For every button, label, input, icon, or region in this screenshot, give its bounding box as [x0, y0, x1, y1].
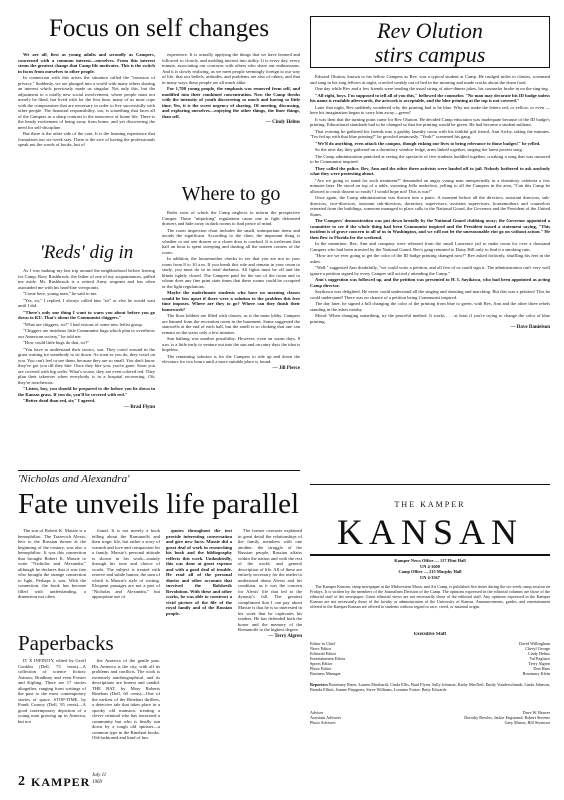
- address-line: UN 4-3600: [420, 563, 440, 569]
- focus-headline-wrap: [18, 12, 300, 46]
- staff-person: Terry Algren: [528, 661, 550, 666]
- staff-role: News Editor: [310, 646, 332, 651]
- focus-para: We are all, first as young adults and secondly as Campers, concerned with a common interest—ourselves. From this interest stems the greatest change that Camp life motivates. This is the switch in focus from ourselves to other people.: [18, 52, 155, 74]
- masthead-title-wrap: [310, 512, 550, 552]
- fate-kicker: 'Nicholas and Alexandra': [18, 473, 130, 485]
- where-headline: Where to go: [181, 183, 281, 205]
- where-body: [162, 210, 300, 464]
- staff-role: Photo Editor: [310, 666, 332, 671]
- footer-date: [92, 772, 122, 792]
- masthead-address: [310, 558, 550, 582]
- staff-role: Photo Advisers: [310, 720, 336, 725]
- staff-list: [310, 641, 550, 679]
- staff-header: Executive Staff: [413, 632, 447, 637]
- fate-col3: [166, 528, 232, 800]
- reds-para: "What are chiggers, sir?" I had visions of some new leftist group.: [23, 321, 143, 327]
- fate-col1: [18, 528, 86, 626]
- staff-role: Business Manager: [310, 671, 341, 676]
- rev-para: "All right, boys. I'm supposed to tell all of you this," bellowed the counselor. "No man may decorate his ID badge unless his name is readable afterwards, the artwork is acceptable, and the blue printing at the top is not covered.": [310, 92, 550, 103]
- masthead-the-wrap: [310, 500, 550, 512]
- staff-role: Editor in Chief: [310, 641, 336, 646]
- where-para: The remaining solution is for the Campers to ride up and down the elevators for two hours until a more suitable place is found.: [162, 353, 300, 364]
- masthead-top-rule: [310, 484, 550, 485]
- rev-para: So the next day they gathered on a dormitory window ledge, arms linked together, singing the latest protest song.: [315, 147, 523, 152]
- where-byline: — Jill Pierce: [272, 365, 300, 371]
- reds-para: "Listen, boy, you should be prepared to die before you lie down in the Kansas grass. If you do, you'll be covered with red.": [18, 386, 155, 397]
- rev-para: The Camp administration panicked at seeing the spectacle of five students huddled together, croaking a song that was rumored to be Communist inspired.: [310, 153, 550, 164]
- reds-para: "Chiggers are insidious little Communist bugs which plan to overthrow our American society," he told me.: [18, 328, 155, 339]
- where-para: Rules exist of which the Camp neglects to inform the prospective Camper. These "nitpicking" regulations cause one to fight deformed drawers and hide away in dark rooms to find peace of mind.: [162, 210, 300, 226]
- rev-para: "Are we going to stand for such treatment?" demanded an angry young man unexpectedly in a dormitory cafeteria a few minutes later. He stood on top of a table, swearing Jello underfoot, yelling to all the Campers in the area, "Can this Camp be allowed to crush dissent so easily? I would hope not! This is war!": [310, 177, 550, 194]
- reporters-label: Reporters: [310, 682, 328, 687]
- fate-headline-wrap: [18, 486, 300, 522]
- rev-headline-line1: Rev Olution: [377, 18, 483, 43]
- masthead-rule: [310, 554, 550, 556]
- fate-col4: [238, 528, 302, 800]
- reporters-block: [310, 682, 550, 706]
- paperbacks-headline-wrap: [18, 630, 160, 656]
- masthead-statement-text: The Kamper Kansan, camp newspaper at the Midwestern Music and Art Camp, is published five times during the six-week camp session on Fridays. It is written by the members of the Journalism Division of the Camp. The opinions expressed in the editorial columns are those of the editorial staff of the newspaper. Guest editorial views are not necessarily those of the editorial staff. Any opinions expressed in the Kamper Kansan are not necessarily those of the faculty or administration of the University of Kansas. Announcements, guides, and entertainment offered in the Kamper Kansan are offered to students without regard to race, creed, or national origin.: [310, 584, 550, 609]
- staff-person: Don Haas: [533, 666, 550, 671]
- fate-para: The former overseas explained in great detail the relationships of the family members with one another, the struggle of the Russian people, Russian affairs within the nation and with the rest of the world, and general description of life. All of these are entirely necessary for the reader to understand about Alexis and his condition, as it was the concern for Alexis' life that led to the dynasty's fall. The greatest compliment that I can pay about Massie is that he is so interested in his work that he captivates his readers. He has defended both the honor and the memory of the Romanoffs to the highest degree.: [238, 528, 302, 632]
- fate-col2: [92, 528, 160, 626]
- staff-person: Val Pagliaro: [529, 656, 550, 661]
- fate-headline: Fate unveils life parallel: [18, 488, 300, 520]
- where-headline-wrap: [162, 180, 300, 208]
- address-line: Kamper News Office — 117 Flint Hall: [394, 558, 466, 563]
- address-line: UN 4-3567: [420, 574, 440, 580]
- rev-para: "How are we ever going to get the color of the ID badge printing changed now?" Rev asked forlornly, shuffling his feet in the ashes.: [310, 253, 550, 264]
- address-line: Camp Office — 215 Murphy Hall: [398, 569, 462, 574]
- fate-para: found. It is not merely a book telling about the Romanoffs and their tragic life, but rather a story of warmth and love and compassion for a family. Massie's personal attitude is shown in his work—mainly through his tone and choice of words. The subject is treated with reserve and subtle humor, the sum of which is Massie's style of writing. Eloquent passages are not a part of "Nicholas and Alexandra," but appropriate use of: [92, 528, 160, 599]
- where-para: The floor lobbies are filled with classes, as is the main lobby. Campers are banned from the recreation room in the basement. Some suggested the stairwells at the end of each hall, but the smell is so choking that one can remain on the stairs only a few minutes.: [162, 313, 300, 335]
- where-para: Sun bathing was another possibility. However, even on warm days, 8 a.m. is a little early to venture out into the sun and on rainy days the idea is hopeless.: [162, 336, 300, 352]
- staff-role: Assistant Advisers: [310, 715, 342, 720]
- staff-person: Dave W. Beaver: [522, 710, 550, 715]
- rev-para: "Well," suggested Ann doubtfully, "we could write a petition, and all five of us could sign it. The administration can't very well ignore a petition signed by every Camper still actively attending the Camp.": [310, 265, 550, 276]
- focus-col-left: [18, 52, 155, 240]
- rev-para: Sayikawa was delighted. He never could understand all the singing and shouting and marching. But this was a petition! This he could understand! There was no chance of a petition being Communist inspired.: [310, 289, 550, 300]
- staff-role: Sports Editor: [310, 661, 333, 666]
- paperbacks-headline: Paperbacks: [18, 631, 114, 655]
- masthead-title: KANSAN: [336, 512, 523, 552]
- reds-headline-wrap: [18, 240, 155, 266]
- staff-role: Adviser: [310, 710, 324, 715]
- fate-byline: — Terry Algren: [268, 633, 302, 639]
- masthead-the: THE KAMPER: [394, 500, 466, 509]
- fate-para: The son of Robert K. Massie is a hemophiliac. The Tsarevich Alexis, heir to the Russian throne at the beginning of the century, was also a hemophiliac. It was this connection that brought Robert K. Massie to write "Nicholas and Alexandra," although he declares that it was fate who brought the strange connection to light. Perhaps it was. With the connection, the book has become filled with understanding, a dimension not often: [18, 528, 86, 599]
- reds-body: [18, 268, 155, 464]
- where-para: The room inspection chart includes the small, unimportant items and avoids the significant. According to the chart, the important thing is whether or not one drawer or a closet door is cracked. It is irrelevant that half an hour is spent sweeping and dusting all the unseen corners of the room.: [162, 227, 300, 255]
- reds-para: "How could little bugs do that, sir?": [23, 340, 90, 345]
- where-para: Maybe the underlunate students who have no morning classes would be less upset if there were a solution to the problem this free time imposes. Where are they to go? Where can they finish their homework?: [162, 290, 300, 312]
- staff-header-wrap: [310, 632, 550, 640]
- reds-byline: — Brad Flynn: [124, 404, 155, 410]
- paperbacks-col1: [18, 658, 86, 770]
- staff-person: Gary Mason, Bill Seymour: [504, 720, 550, 725]
- staff-person: Cindy Helms: [527, 651, 550, 656]
- rev-headline-line2: stirs campus: [374, 42, 486, 67]
- rev-para: Later that night, Rev suddenly wondered why the printing had to be blue. Why not make the letters red, or yellow, or even —here his imagination began to carry him away—green?: [310, 104, 550, 115]
- reds-para: "Yes, sir," I replied. I always called him "sir" or else he would wait until I did.: [18, 297, 155, 308]
- fate-para: quotes throughout the text provide interesting conversation and give new facts. Massie did a great deal of work in researching his book and the bibliography reflects this work. Undoubtedly, this was done at great expense and with a good deal of trouble. He read all of the personal diaries and other accounts that survived the Bolshevik Revolution. With these and other works, he was able to construct a vivid picture of the life of the royal family and of the Russian people.: [166, 528, 232, 616]
- rev-headline-box: [310, 16, 550, 68]
- rev-para: Moral: When changing something, try the peaceful method. It works . . . at least if you're trying to change the color of blue printing.: [310, 313, 550, 324]
- staff-person: David Willingham: [518, 641, 550, 646]
- focus-headline: Focus on self changes: [48, 15, 270, 42]
- staff-role: Editorial Editor: [310, 651, 337, 656]
- reds-para: "Better dead than red, sir," I agreed.: [23, 398, 96, 403]
- focus-para: In connection with this arises the situation called the "invasion of privacy." Suddenly, we are plunged into a world with many others sharing an interest which previously made us singular. Not only this, but the adjustment to a totally new social involvement, where people must not merely be liked, but lived with for the first time, many of us must cope with the compromises that are necessary in order to live successfully with other people. The financial responsibility, too, is something that faces all of the Campers as a sharp contrast to the innocence of home life. There is the heady excitement of being away from home, and yet discovering the need for self-discipline.: [18, 75, 155, 130]
- focus-para: For 1,700 young people, the emphasis was removed from self, and modified into their combined concentration. Now the Camp throbs with the intensity of youth discovering so much and having so little time. Yes, it is the sweet urgency of sharing. Of meeting, discussing, and exploring ourselves—enjoying the other things, the finer things, than self.: [162, 86, 300, 119]
- rev-para: Edward Olution, known to his fellow Campers as Rev, was a typical student at Camp. He trudged miles to classes, screamed and sang in his sing fellows at night, crawled weakly out of bed in the morning and made cracks about the dorm food.: [310, 74, 550, 85]
- where-para: In addition, the housemother checks to see that you are not in your room from 8 to 10 a.m. If you break this rule and remain in your room to study, you must do so in total darkness. All lights must be off and the blinds tightly closed. The Campers paid for the use of the room and to whom does any fine print state times that these rooms could be occupied or the light regulations.: [162, 256, 300, 289]
- staff-person: Dorothy Bowles, Jackie Engstrand, Robert Stevens: [464, 715, 550, 720]
- staff-row: [310, 671, 550, 676]
- focus-para: experience. It is actually applying the things that we have learned and followed so closely, and molding interest into utility. It is every day, every minute, associating our concerns with others who share our enthusiasms. And it is slowly realizing, as we meet people seemingly foreign to our way of life, that our beliefs, attitudes, and problems are also of others, and that in many ways these people are all much alike.: [162, 52, 300, 85]
- staff-person: Rosemary Klein: [522, 671, 550, 676]
- section-divider: [18, 470, 300, 471]
- rev-para: "We'll do anything, even attack the campus, though risking our lives to bring relevance to those badges!" he yelled.: [315, 140, 541, 146]
- rev-para: They called the police. Rev, Ann and the other three activists were hauled off to jail. Nobody bothered to ask anybody what they were protesting about.: [310, 165, 550, 176]
- reds-para: "There's only one thing I want to warn you about before you go down to KU. That's about the Communist chiggers.": [18, 309, 155, 320]
- staff-row: [310, 720, 550, 725]
- rev-body: [310, 74, 550, 474]
- fate-kicker-wrap: [18, 472, 218, 486]
- rev-para: Once again, the Camp administration was thrown into a panic. A moment before all the directors, assistant directors, sub-directors, vice-directors, assistant sub-directors, dormitory supervisors, assistant supervisors, housemothers and counselors retreated from the buildings, someone managed to place calls to the National Guard, the Governor and the President of the United States.: [310, 195, 550, 217]
- rev-para: It was then that the turning point came for Rev Olution. He decided Camp education was inadequate because of the ID badge's printing. Educational standards had to be changed so that the printing would be green. He had become a student militant.: [310, 116, 550, 127]
- staff-person: Cheryl George: [525, 646, 550, 651]
- bottom-staff: [310, 710, 550, 728]
- staff-role: Entertainment Editor: [310, 656, 346, 661]
- masthead-statement: [310, 584, 550, 630]
- rev-para: The Campers' demonstration was put down brutally by the National Guard clubbing away; the Governor appointed a committee to see if the whole thing had been Communist inspired and the President issued a statement saying, "This incident is of grave concern to all of us in Washington, and we will not let the unreasonable riot go on without action." He then flew to Florida for the weekend.: [310, 218, 550, 240]
- rev-para: The day later, he signed a bill changing the color of the printing from blue to green, with Rev, Ann and the other three rebels standing in the ashes nearby.: [310, 301, 550, 312]
- reds-para: "Come here, young man," he said to me.: [23, 291, 98, 296]
- paperbacks-para: the America of the gentle past. His America is the city, with all its problems and conflicts. The work is extremely autobiographical, and its descriptions are honest and candid. THE BAT, by Mary Roberts Rinehart (Dell, 60 cents)—One of the earliest of the Rinehart thrillers, a detective tale that takes place in a spooky old mansion, treating a clever criminal who has terrorized a community but who is finally run down by a tough old spinster—a common type in the Rinehart books. Old-fashioned and kind of fun.: [92, 658, 160, 740]
- reporters-list: Rosemary Brine, Lauren Eberhardt, Cinda Ellis, Brad Flynn, Sally Johnson, Kathy MacNeil, Emily Vonderschmidt, Linda Johnson, Brenda Elliott, Jeanne Piepgrass, Steve Williams, Lorraine Foster, Betty Edwards: [310, 682, 550, 692]
- rev-para: Ann's suggestion was followed up, and the petition was presented to H. I. Sayikawa, who had been appointed as acting Camp director.: [310, 277, 550, 288]
- rev-para: In the meantime, Rev, Ann and company were released from the small Lawrence jail to make room for over a thousand Campers who had been arrested by the National Guard. Rev's gang returned to Daisy Hill only to find it a smoking ruin.: [310, 241, 550, 252]
- paperbacks-para: IT X INFINITY, edited by Geoff Conklin (Dell, 75 cents)—A collection of science fiction: Asimov, Bradbury and even Forster and Kipling. There are 17 stories altogether, ranging from writings of the past to the most contemporary stories of space. STOP-TIME, by Frank Conroy (Dell, 95 cents)—A good contemporary depiction of a young man growing up in America, but not: [18, 658, 86, 724]
- page-footer: [18, 772, 90, 792]
- focus-byline: — Cindy Helms: [265, 120, 300, 125]
- paperbacks-col2: [92, 658, 160, 790]
- footer-date-line1: July 11: [92, 773, 107, 778]
- reds-para: As I was making my last trip around the neighborhood before leaving for Camp, Rory Rushbrook, the father of one of my acquaintances, pulled me aside. Mr. Rushbrook is a retired Army sergeant and has often astounded me with his hard-line viewpoints.: [18, 268, 155, 290]
- page-number: 2: [18, 774, 25, 789]
- focus-para: But there is the other side of the coin. It is the learning experience that formulates our six-week stay. There is the awe of having the professionals speak not the words of books, but of: [18, 131, 155, 147]
- rev-para: One day while Rev and a few friends were reading the usual string of utter-dinner jokes, his counselor broke in on the sing-ing.: [315, 86, 549, 91]
- footer-paper-name: KAMPER: [31, 774, 90, 789]
- rev-byline: — Dave Danielson: [510, 325, 550, 330]
- rev-para: That evening he gathered his friends into a grubby laundry room with his faithful girl friend, Ann Archy, taking the minutes. "I'm fed up with that blue printing!" he growled ominously. "Yeah!" screamed his gang.: [310, 128, 550, 139]
- footer-date-line2: 1969: [92, 780, 102, 785]
- reds-headline: 'Reds' dig in: [39, 242, 134, 263]
- reds-para: "You have to understand their tactics, son. They crawl around in the grass waiting for somebody to sit down. As soon as you do, they crawl on you. You can't feel or see them, because they are so small. You don't know they've got you till they bite. Once they bite you, you're gone. Soon you are covered with big welts. What's worse, they are even colored red. They plan their takeover when everybody is in a hospital recovering. Oh, they're treacherous.: [18, 346, 155, 385]
